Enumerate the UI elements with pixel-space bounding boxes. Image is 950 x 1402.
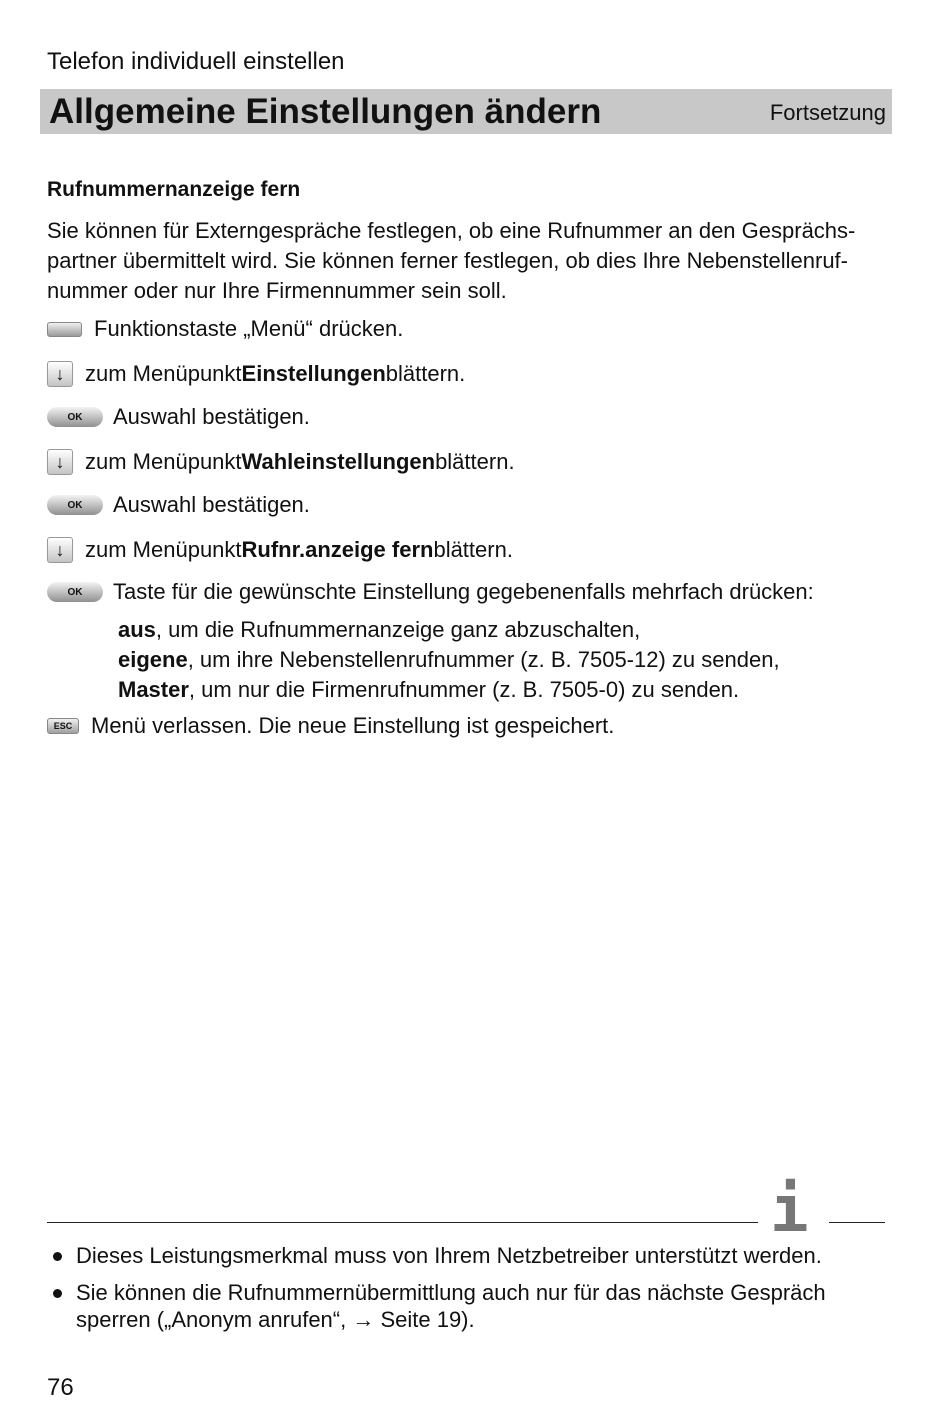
- step-confirm: [47, 492, 310, 518]
- page-number: 76: [47, 1374, 74, 1401]
- step-text: zum Menüpunkt: [85, 361, 242, 386]
- continuation-label: Fortsetzung: [769, 100, 886, 125]
- step-menu-item: Einstellungen: [241, 361, 386, 386]
- arrow-down-key-icon: ↓: [47, 361, 73, 387]
- info-divider-left: [47, 1222, 758, 1223]
- section-heading: Rufnummernanzeige fern: [47, 178, 301, 201]
- option-label: eigene: [118, 647, 188, 672]
- ok-key-icon: OK: [47, 495, 103, 515]
- option-label: Master: [118, 677, 189, 702]
- ok-key-icon: OK: [47, 407, 103, 427]
- info-icon: i: [770, 1173, 809, 1247]
- info-note: [47, 1242, 826, 1269]
- info-divider-right: [829, 1222, 885, 1223]
- option-label: aus: [118, 617, 156, 642]
- note-line: Sie können die Rufnummernübermittlung auch nur für das nächste Gespräch: [76, 1280, 826, 1305]
- step-confirm: [47, 404, 310, 430]
- option-aus: [118, 615, 780, 645]
- step-menu: [47, 316, 403, 342]
- step-text: blättern.: [433, 537, 513, 562]
- step-text: Taste für die gewünschte Einstellung gegebenenfalls mehrfach drücken:: [113, 579, 814, 604]
- step-scroll-einstellungen: [47, 361, 465, 387]
- info-notes: [47, 1242, 826, 1343]
- arrow-down-key-icon: ↓: [47, 449, 73, 475]
- step-menu-item: Wahleinstellungen: [241, 449, 436, 474]
- note-line: Dieses Leistungsmerkmal muss von Ihrem Netzbetreiber unterstützt werden.: [76, 1243, 822, 1268]
- step-exit: [47, 713, 614, 739]
- option-text: , um nur die Firmenrufnummer (z. B. 7505-0) zu senden.: [188, 677, 740, 702]
- note-line: sperren („Anonym anrufen“, → Seite 19).: [76, 1307, 475, 1332]
- bullet-icon: [53, 1289, 62, 1298]
- step-text: Auswahl bestätigen.: [113, 404, 310, 429]
- step-text: blättern.: [385, 361, 466, 386]
- step-menu-item: Rufnr.anzeige fern: [241, 537, 434, 562]
- intro-line: Sie können für Externgespräche festlegen, ob eine Rufnummer an den Gesprächs-: [47, 218, 856, 243]
- esc-key-icon: ESC: [47, 718, 79, 734]
- step-text: blättern.: [435, 449, 515, 474]
- menu-key-icon: [47, 322, 82, 337]
- option-eigene: [118, 645, 780, 675]
- chapter-title: Telefon individuell einstellen: [47, 48, 345, 75]
- step-text: Auswahl bestätigen.: [113, 492, 310, 517]
- option-text: , um ihre Nebenstellenrufnummer (z. B. 7505-12) zu senden,: [187, 647, 780, 672]
- step-scroll-rufnr: [47, 537, 513, 563]
- step-text: Funktionstaste „Menü“ drücken.: [94, 316, 404, 341]
- ok-key-icon: OK: [47, 582, 103, 602]
- page-title: Allgemeine Einstellungen ändern: [49, 92, 602, 131]
- step-select-option: [47, 579, 814, 605]
- bullet-icon: [53, 1252, 62, 1261]
- step-scroll-wahleinstellungen: [47, 449, 515, 475]
- step-text: zum Menüpunkt: [85, 449, 242, 474]
- step-text: zum Menüpunkt: [85, 537, 242, 562]
- info-note: [47, 1279, 826, 1333]
- arrow-down-key-icon: ↓: [47, 537, 73, 563]
- intro-line: nummer oder nur Ihre Firmennummer sein soll.: [47, 278, 507, 303]
- option-master: [118, 675, 780, 705]
- step-text: Menü verlassen. Die neue Einstellung ist gespeichert.: [91, 713, 615, 738]
- intro-line: partner übermittelt wird. Sie können ferner festlegen, ob dies Ihre Nebenstellenruf-: [47, 248, 848, 273]
- intro-paragraph: [47, 216, 897, 306]
- option-text: , um die Rufnummernanzeige ganz abzuschalten,: [155, 617, 641, 642]
- option-list: [118, 615, 780, 705]
